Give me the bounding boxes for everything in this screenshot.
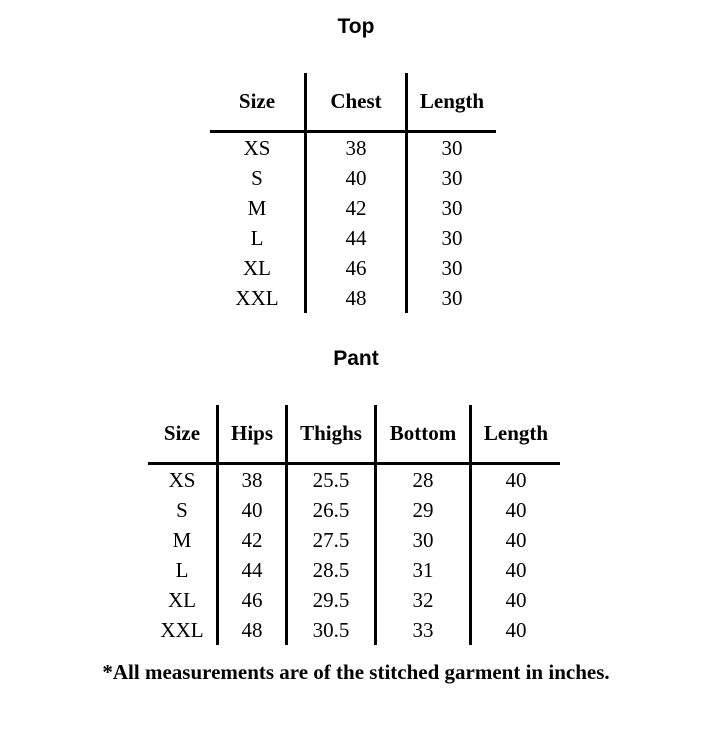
hips-cell: 40	[218, 495, 287, 525]
table-row	[148, 525, 560, 555]
column-header-thighs: Thighs	[287, 405, 376, 464]
thighs-cell: 29.5	[287, 585, 376, 615]
length-cell: 40	[505, 558, 527, 582]
table-row	[210, 193, 496, 223]
thighs-cell: 25.5	[287, 464, 376, 496]
column-header-length: Length	[471, 405, 561, 464]
table-row	[148, 615, 560, 645]
size-cell: XXL	[210, 283, 306, 313]
table-row	[210, 253, 496, 283]
size-cell: L	[210, 223, 306, 253]
length-cell: 30	[441, 286, 463, 310]
chest-cell: 44	[306, 223, 407, 253]
length-cell: 40	[505, 468, 527, 492]
length-cell: 30	[441, 166, 463, 190]
size-cell: XS	[210, 132, 306, 164]
size-cell: S	[210, 163, 306, 193]
hips-cell: 46	[218, 585, 287, 615]
top-chart-title: Top	[337, 15, 375, 38]
length-cell: 40	[505, 618, 527, 642]
pant-size-table	[148, 405, 560, 645]
table-row	[148, 464, 560, 496]
size-cell: XXL	[148, 615, 218, 645]
size-cell: XL	[148, 585, 218, 615]
table-row	[148, 495, 560, 525]
chest-cell: 42	[306, 193, 407, 223]
table-row	[148, 555, 560, 585]
measurement-footnote: *All measurements are of the stitched garment in inches.	[102, 660, 610, 684]
top-size-table	[210, 73, 496, 313]
hips-cell: 48	[218, 615, 287, 645]
length-cell: 30	[441, 196, 463, 220]
size-cell: M	[210, 193, 306, 223]
table-header-row	[148, 405, 560, 464]
column-header-size: Size	[210, 73, 306, 132]
column-header-length: Length	[407, 73, 497, 132]
length-cell: 30	[441, 256, 463, 280]
size-cell: XL	[210, 253, 306, 283]
hips-cell: 38	[218, 464, 287, 496]
hips-cell: 42	[218, 525, 287, 555]
hips-cell: 44	[218, 555, 287, 585]
size-cell: L	[148, 555, 218, 585]
thighs-cell: 26.5	[287, 495, 376, 525]
size-cell: M	[148, 525, 218, 555]
length-cell: 40	[505, 528, 527, 552]
length-cell: 30	[441, 136, 463, 160]
bottom-cell: 29	[376, 495, 471, 525]
chest-cell: 38	[306, 132, 407, 164]
bottom-cell: 32	[376, 585, 471, 615]
bottom-cell: 31	[376, 555, 471, 585]
pant-chart-title: Pant	[333, 347, 379, 370]
table-row	[210, 283, 496, 313]
table-row	[148, 585, 560, 615]
table-row	[210, 163, 496, 193]
thighs-cell: 30.5	[287, 615, 376, 645]
column-header-size: Size	[148, 405, 218, 464]
chest-cell: 46	[306, 253, 407, 283]
table-row	[210, 132, 496, 164]
table-row	[210, 223, 496, 253]
bottom-cell: 30	[376, 525, 471, 555]
column-header-bottom: Bottom	[376, 405, 471, 464]
table-header-row	[210, 73, 496, 132]
chest-cell: 48	[306, 283, 407, 313]
size-cell: XS	[148, 464, 218, 496]
column-header-chest: Chest	[306, 73, 407, 132]
size-cell: S	[148, 495, 218, 525]
thighs-cell: 28.5	[287, 555, 376, 585]
bottom-cell: 28	[376, 464, 471, 496]
length-cell: 30	[441, 226, 463, 250]
length-cell: 40	[505, 588, 527, 612]
column-header-hips: Hips	[218, 405, 287, 464]
bottom-cell: 33	[376, 615, 471, 645]
length-cell: 40	[505, 498, 527, 522]
thighs-cell: 27.5	[287, 525, 376, 555]
chest-cell: 40	[306, 163, 407, 193]
